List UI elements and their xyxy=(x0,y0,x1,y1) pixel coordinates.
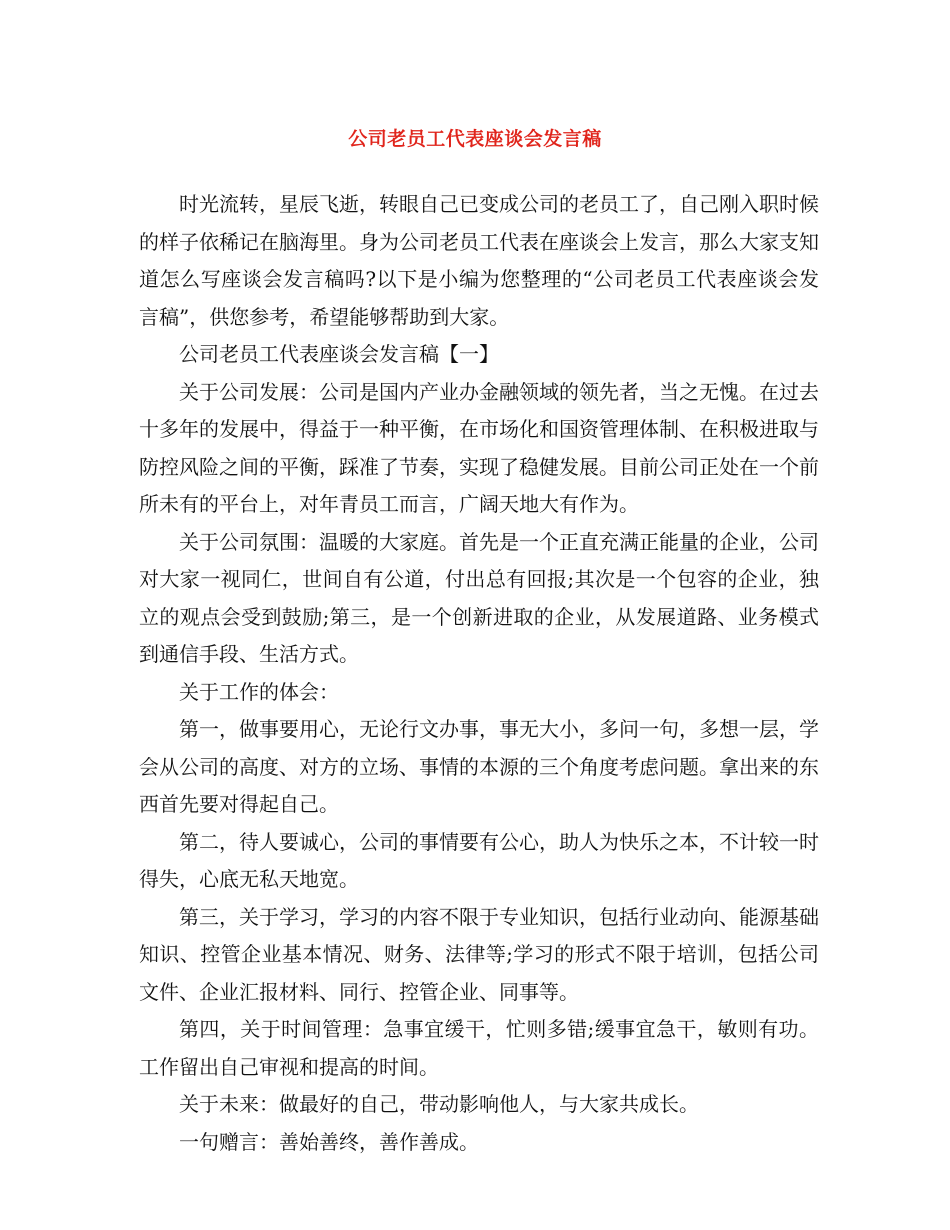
paragraph-point-four: 第四，关于时间管理：急事宜缓干，忙则多错;缓事宜急干，敏则有功。工作留出自己审视和提高的时间。 xyxy=(139,1017,819,1079)
paragraph-closing-motto: 一句赠言：善始善终，善作善成。 xyxy=(179,1129,479,1154)
paragraph-intro: 时光流转，星辰飞逝，转眼自己已变成公司的老员工了，自己刚入职时候的样子依稀记在脑海里。身为公司老员工代表在座谈会上发言，那么大家支知道怎么写座谈会发言稿吗?以下是小编为您整理的“公司老员工代表座谈会发言稿”，供您参考，希望能够帮助到大家。 xyxy=(139,192,819,329)
section-heading: 公司老员工代表座谈会发言稿【一】 xyxy=(179,342,499,366)
paragraph-work-experience-heading: 关于工作的体会： xyxy=(179,679,339,704)
paragraph-point-one: 第一，做事要用心，无论行文办事，事无大小，多问一句，多想一层，学会从公司的高度、对方的立场、事情的本源的三个角度考虑问题。拿出来的东西首先要对得起自己。 xyxy=(139,717,819,816)
paragraph-company-atmosphere: 关于公司氛围：温暖的大家庭。首先是一个正直充满正能量的企业，公司对大家一视同仁，世间自有公道，付出总有回报;其次是一个包容的企业，独立的观点会受到鼓励;第三，是一个创新进取的企业，从发展道路、业务模式到通信手段、生活方式。 xyxy=(139,529,819,666)
paragraph-point-two: 第二，待人要诚心，公司的事情要有公心，助人为快乐之本，不计较一时得失，心底无私天地宽。 xyxy=(139,829,819,891)
paragraph-future: 关于未来：做最好的自己，带动影响他人，与大家共成长。 xyxy=(179,1092,699,1116)
paragraph-point-three: 第三，关于学习，学习的内容不限于专业知识，包括行业动向、能源基础知识、控管企业基本情况、财务、法律等;学习的形式不限于培训，包括公司文件、企业汇报材料、同行、控管企业、同事等。 xyxy=(139,904,819,1004)
paragraph-company-development: 关于公司发展：公司是国内产业办金融领域的领先者，当之无愧。在过去十多年的发展中，得益于一种平衡，在市场化和国资管理体制、在积极进取与防控风险之间的平衡，踩准了节奏，实现了稳健发展。目前公司正处在一个前所未有的平台上，对年青员工而言，广阔天地大有作为。 xyxy=(139,379,819,516)
document-title: 公司老员工代表座谈会发言稿 xyxy=(348,128,602,150)
document-body xyxy=(139,186,819,1161)
